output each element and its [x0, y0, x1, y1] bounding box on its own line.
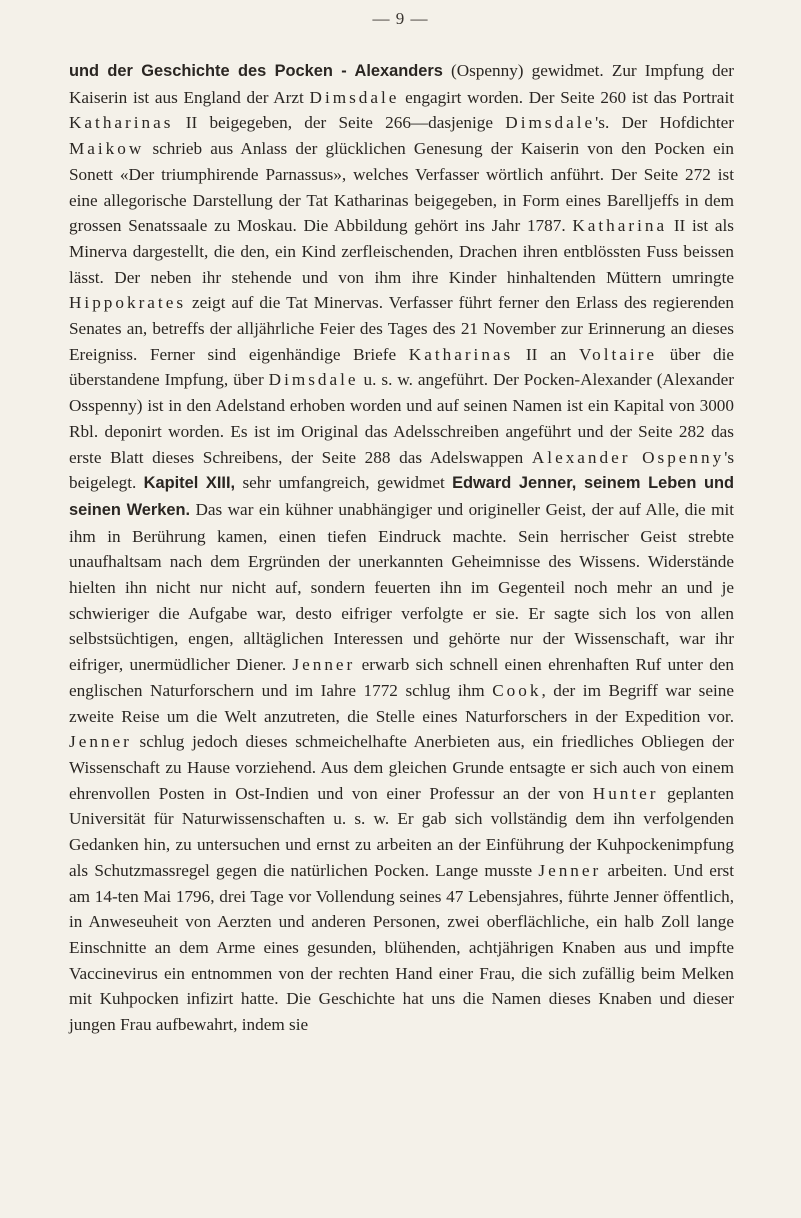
text-run: arbeiten. Und erst am 14-ten Mai 1796, drei Tage vor Vollendung seines 47 Lebensjahres, führte Jenner öffentlich, in Anweseuheit von Aerzten und anderen Personen, zwei oberflächliche, ein halb Zoll lange Einschnitte an dem Arme eines gesunden, blühenden, achtjährigen Knaben aus und impfte Vaccinevirus ein entnommen von der rechten Hand einer Frau, die sich zufällig beim Melken mit Kuhpocken infizirt hatte. Die Geschichte hat uns die Namen dieses Knaben und dieser jungen Frau aufbewahrt, indem sie	[69, 860, 735, 1035]
name-alexander-ospenny: Alexander Ospenny	[531, 447, 725, 467]
text-run: II ist als Minerva dargestellt, die den, ein Kind zerfleischenden, Drachen ihren entblössten Fuss beissen lässt. Der neben ihr stehende und von ihm ihre Kinder hinhaltenden Müttern umringte	[69, 216, 734, 287]
name-jenner: Jenner	[292, 655, 356, 675]
text-run: schrieb aus Anlass der glücklichen Genesung der Kaiserin von den Pocken ein Sonett «Der triumphirende Parnassus», welches Verfasser wörtlich anführt. Der Seite 272 ist eine allegorische Darstellung der Tat Katharinas beigegeben, in Form eines Barelljeffs in dem grossen Senatssaale zu Moskau. Die Abbildung gehört ins Jahr 1787.	[69, 139, 734, 236]
name-hunter: Hunter	[592, 783, 659, 803]
text-run: geplanten Universität für Naturwissenschaften u. s. w. Er gab sich vollständig dem ihn verfolgenden Gedanken hin, zu untersuchen und ernst zu arbeiten an der Einführung der Kuhpockenimpfung als Schutzmassregel gegen die natürlichen Pocken. Lange musste	[69, 783, 734, 880]
text-run: Das war ein kühner unabhängiger und origineller Geist, der auf Alle, die mit ihm in Berührung kamen, einen tiefen Eindruck machte. Sein herrischer Geist strebte unaufhaltsam nach dem Ergründen der unerkannten Geheimnisse des Wissens. Widerstände hielten ihn nicht nur nicht auf, sondern feuerten ihn im Gegenteil noch mehr an und je schwieriger die Aufgabe war, desto eifriger verfolgte er sie. Er sagte sich los von allen selbstsüchtigen, engen, alltäglichen Interessen und gehörte nur der Wissenschaft, war ihr eifriger, unermüdlicher Diener.	[69, 499, 735, 675]
text-run: über die überstandene Impfung, über	[69, 344, 734, 390]
text-run: u. s. w. angeführt. Der Pocken-Alexander (Alexander Osspenny) ist in den Adelstand erhoben worden und auf seinen Namen ist ein Kapital von 3000 Rbl. deponirt worden. Es ist im Original das Adelsschreiben angeführt und der Seite 282 das erste Blatt dieses Schreibens, der Seite 288 das Adelswappen	[69, 370, 734, 467]
text-run: 's. Der Hofdichter	[595, 113, 734, 133]
heading-edward-jenner: Edward Jenner, seinem Leben und seinen Werken.	[69, 474, 734, 519]
heading-kapitel-xiii: Kapitel XIII,	[143, 474, 236, 493]
name-jenner: Jenner	[538, 860, 602, 880]
paragraph	[69, 58, 734, 1038]
name-dimsdale: Dimsdale	[309, 87, 400, 107]
name-maikow: Maikow	[69, 139, 145, 159]
text-run: schlug jedoch dieses schmeichelhafte Anerbieten aus, ein friedliches Obliegen der Wissenschaft zu Hause vorziehend. Aus dem gleichen Grunde entsagte er sich auch von einem ehrenvollen Posten in Ost-Indien und von einer Professur an der von	[69, 732, 734, 803]
text-run: zeigt auf die Tat Minervas. Verfasser führt ferner den Erlass des regierenden Senates an, betreffs der alljährliche Feier des Tages des 21 November zur Erinnerung an dieses Ereigniss. Ferner sind eigenhändige Briefe	[69, 293, 734, 364]
text-run: , der im Begriff war seine zweite Reise um die Welt anzutreten, die Stelle eines Naturforschers in der Expedition vor.	[69, 680, 734, 726]
heading-pocken-alexander: und der Geschichte des Pocken - Alexanders	[69, 62, 443, 80]
name-dimsdale: Dimsdale	[268, 370, 359, 390]
name-cook: Cook	[492, 680, 542, 700]
text-run: sehr umfangreich, gewidmet	[235, 473, 453, 493]
name-voltaire: Voltaire	[578, 344, 658, 364]
text-run: II an	[513, 344, 579, 364]
text-run: II beigegeben, der Seite 266—dasjenige	[173, 113, 506, 133]
page-number: — 9 —	[372, 9, 429, 28]
name-katharina: Katharina	[572, 216, 668, 236]
text-run: 's beigelegt.	[69, 447, 735, 493]
text-run: erwarb sich schnell einen ehrenhaften Ruf unter den englischen Naturforschern und im Iahre 1772 schlug ihm	[69, 655, 735, 700]
name-katharinas: Katharinas	[69, 113, 174, 133]
text-run: (Ospenny) gewidmet. Zur Impfung der Kaiserin ist aus England der Arzt	[69, 61, 734, 107]
text-run: engagirt worden. Der Seite 260 ist das Portrait	[399, 87, 734, 107]
name-jenner: Jenner	[69, 732, 132, 752]
body-text	[69, 58, 734, 1038]
name-katharinas: Katharinas	[408, 344, 514, 364]
name-dimsdale: Dimsdale	[505, 113, 596, 133]
name-hippokrates: Hippokrates	[69, 293, 187, 313]
